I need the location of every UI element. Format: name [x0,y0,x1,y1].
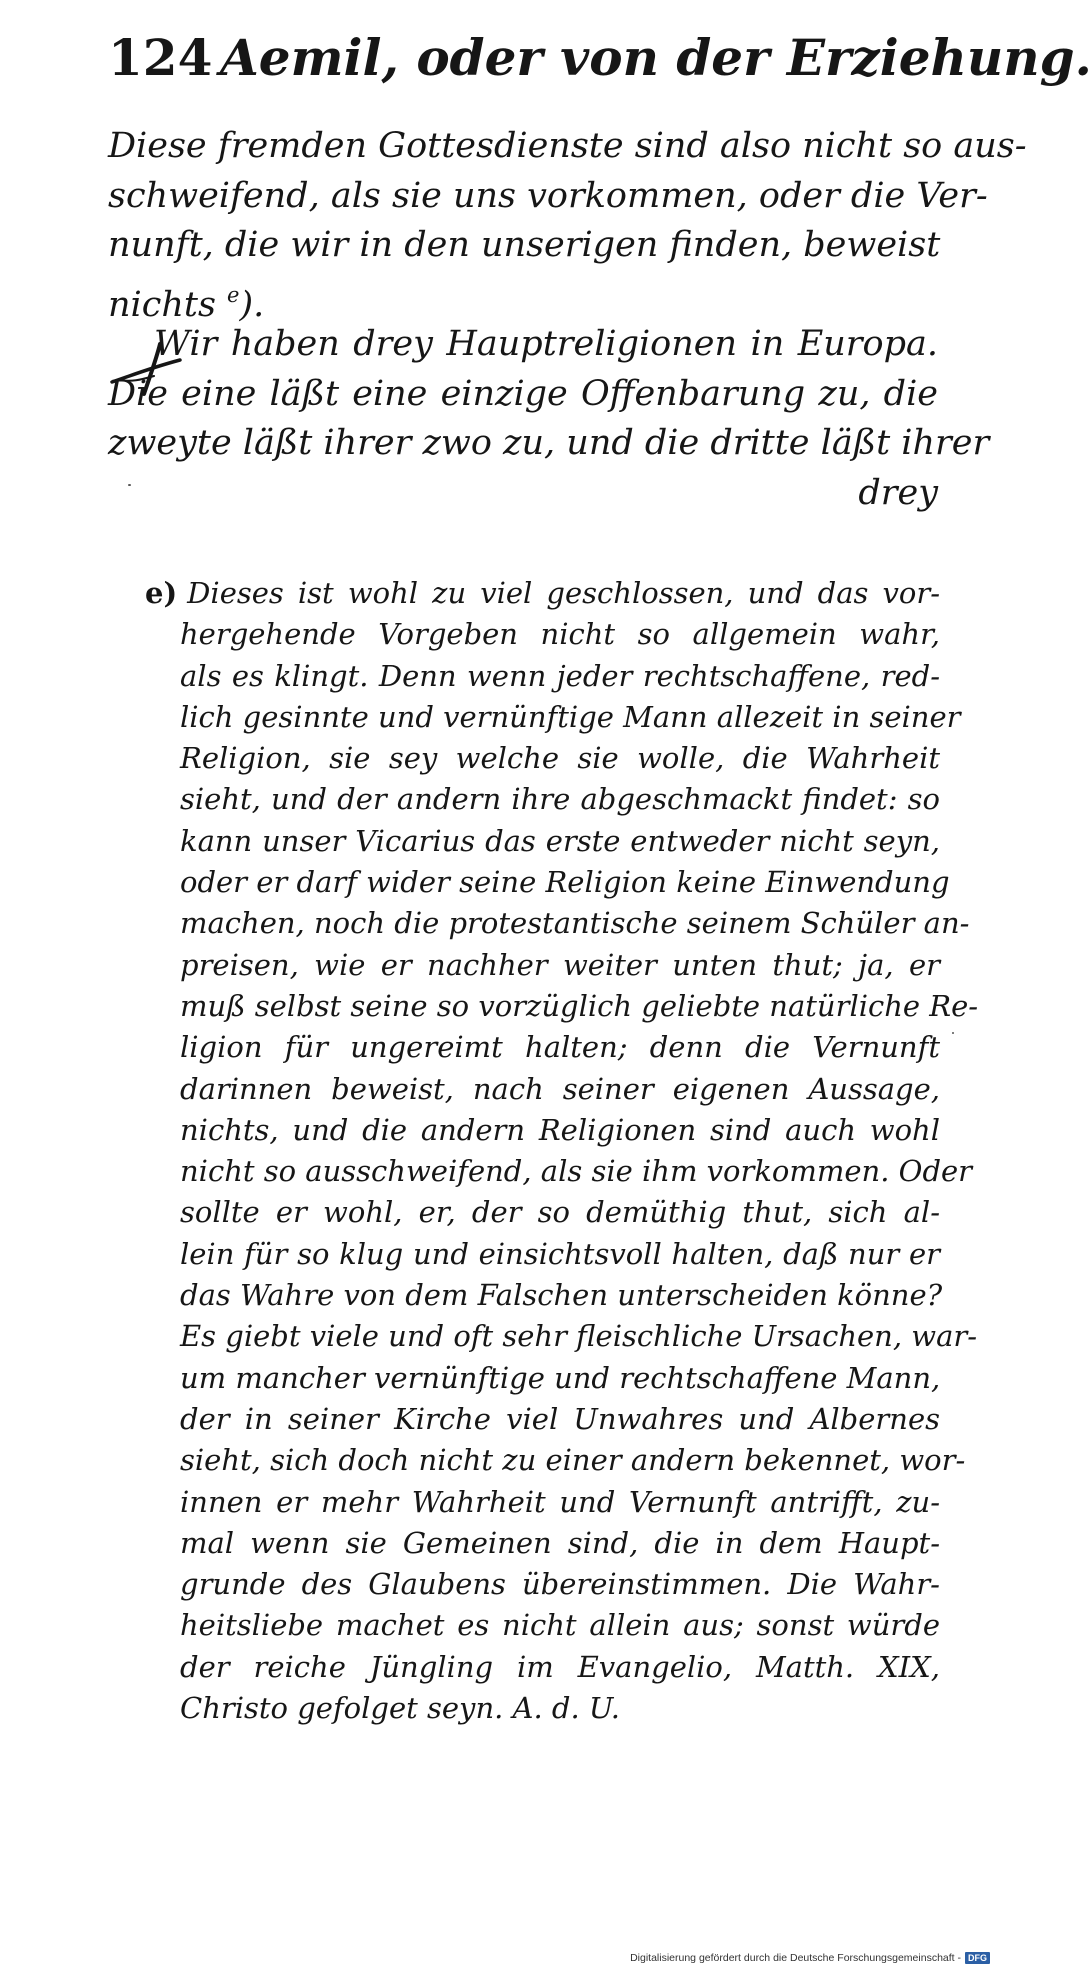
footnote-line: sieht, sich doch nicht zu einer andern bekennet, wor- [180,1443,966,1478]
footnote-line: ligion für ungereimt halten; denn die Vernunft [180,1030,940,1065]
footnote-line: Es giebt viele und oft sehr fleischliche Ursachen, war- [180,1319,978,1354]
footnote-line: grunde des Glaubens übereinstimmen. Die Wahr- [180,1567,940,1602]
footnote-line: nichts, und die andern Religionen sind auch wohl [180,1112,940,1147]
footnote-marker: e) [145,576,178,610]
footnote-line: sieht, und der andern ihre abgeschmackt findet: so [180,782,940,817]
footnote-line: darinnen beweist, nach seiner eigenen Aussage, [180,1071,940,1106]
footnote-line: machen, noch die protestantische seinem Schüler an- [180,906,970,941]
catchword: drey [858,472,938,513]
footnote-line: sollte er wohl, er, der so demüthig thut, sich al- [180,1195,940,1230]
footnote-line: der in seiner Kirche viel Unwahres und Albernes [180,1401,940,1436]
footnote-line: muß selbst seine so vorzüglich geliebte natürliche Re- [180,988,979,1023]
text-line: Die eine läßt eine einzige Offenbarung zu, die [108,373,938,414]
footnote-line: Religion, sie sey welche sie wolle, die Wahrheit [180,741,940,776]
footnote-line: heitsliebe machet es nicht allein aus; sonst würde [180,1608,940,1643]
footnote-line: lein für so klug und einsichtsvoll halten, daß nur er [180,1236,940,1271]
footnote-line [145,573,940,614]
text-line: nunft, die wir in den unserigen finden, beweist [108,225,941,265]
running-title: Aemil, oder von der Erziehung. [220,28,1092,87]
footnote-line: Christo gefolget seyn. A. d. U. [180,1691,620,1726]
scan-speck [952,1032,954,1034]
footnote-line: mal wenn sie Gemeinen sind, die in dem Haupt- [180,1525,940,1560]
footnote-line: als es klingt. Denn wenn jeder rechtschaffene, red- [180,658,940,693]
text-line: Diese fremden Gottesdienste sind also nicht so aus- [108,126,1027,166]
text-line: schweifend, als sie uns vorkommen, oder die Ver- [108,175,988,216]
footnote-line: hergehende Vorgeben nicht so allgemein wahr, [180,617,940,652]
footnote [145,573,979,1729]
text-line: zweyte läßt ihrer zwo zu, und die dritte läßt ihrer [108,423,990,463]
page-number: 124 [108,28,213,87]
footnote-line: kann unser Vicarius das erste entweder nicht seyn, [180,823,940,858]
footnote-line: preisen, wie er nachher weiter unten thut; ja, er [180,947,940,982]
handwritten-cross-icon [110,340,188,396]
text-line: Wir haben drey Hauptreligionen in Europa. [154,324,938,364]
footnote-reference: e [227,282,240,307]
credit-text: Digitalisierung gefördert durch die Deutsche Forschungsgemeinschaft - [630,1952,961,1964]
footnote-line: nicht so ausschweifend, als sie ihm vorkommen. Oder [180,1154,973,1189]
footnote-line: der reiche Jüngling im Evangelio, Matth. XIX, [180,1649,940,1684]
digitization-credit [630,1951,990,1965]
dfg-logo: DFG [965,1952,990,1964]
scan-speck [128,484,131,486]
footnote-line: um mancher vernünftige und rechtschaffene Mann, [180,1360,941,1395]
footnote-line: oder er darf wider seine Religion keine Einwendung [180,865,950,900]
footnote-line-content: Dieses ist wohl zu viel geschlossen, und das vor- [187,576,940,610]
footnote-line: lich gesinnte und vernünftige Mann allezeit in seiner [180,699,961,734]
text-line [108,271,938,325]
footnote-reference-suffix: ). [239,284,265,325]
footnote-line: innen er mehr Wahrheit und Vernunft antrifft, zu- [180,1484,940,1519]
running-header [108,22,1092,92]
main-text [108,122,1027,518]
footnote-line: das Wahre von dem Falschen unterscheiden könne? [180,1278,943,1313]
text-line-content: nichts [108,284,216,325]
